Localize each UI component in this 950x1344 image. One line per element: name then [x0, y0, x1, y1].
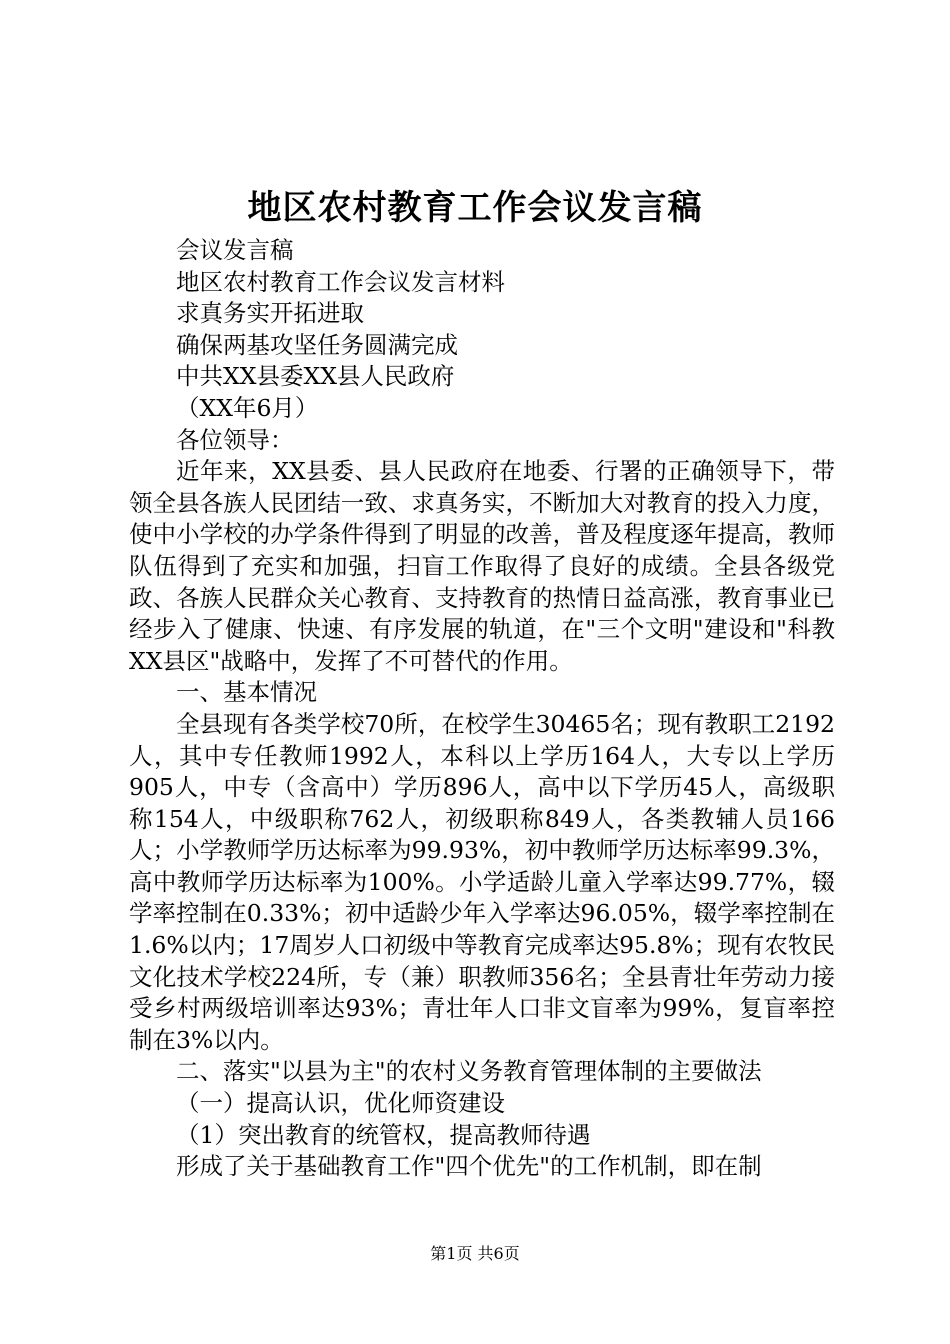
subsection-heading: （一）提高认识，优化师资建设 [176, 1089, 505, 1118]
section-heading: 一、基本情况 [176, 678, 317, 707]
paragraph: （XX年6月） [176, 393, 319, 422]
paragraph: 求真务实开拓进取 [176, 299, 364, 328]
paragraph: 全县现有各类学校70所，在校学生30465名；现有教职工2192人，其中专任教师1992人，本科以上学历164人，大专以上学历905人，中专（含高中）学历896人，高中以下学历45人，高级职称154人，中级职称762人，初级职称849人，各类教辅人员166人；小学教师学历达标率为99.93%，初中教师学历达标率99.3%，高中教师学历达标率为100%。小学适龄儿童入学率达99.77%，辍学率控制在0.33%；初中适龄少年入学率达96.05%，辍学率控制在1.6%以内；17周岁人口初级中等教育完成率达95.8%；现有农牧民文化技术学校224所，专（兼）职教师356名；全县青壮年劳动力接受乡村两级培训率达93%；青壮年人口非文盲率为99%，复盲率控制在3%以内。 [129, 709, 835, 1054]
document-title: 地区农村教育工作会议发言稿 [247, 188, 703, 228]
document-body [129, 235, 835, 1183]
paragraph: 会议发言稿 [176, 236, 294, 264]
paragraph: 确保两基攻坚任务圆满完成 [176, 330, 458, 359]
paragraph: 各位领导： [176, 425, 294, 454]
paragraph: 地区农村教育工作会议发言材料 [176, 267, 505, 296]
paragraph: 形成了关于基础教育工作"四个优先"的工作机制，即在制 [176, 1152, 762, 1181]
paragraph: 近年来，XX县委、县人民政府在地委、行署的正确领导下，带领全县各族人民团结一致、求真务实，不断加大对教育的投入力度，使中小学校的办学条件得到了明显的改善，普及程度逐年提高，教师队伍得到了充实和加强，扫盲工作取得了良好的成绩。全县各级党政、各族人民群众关心教育、支持教育的热情日益高涨，教育事业已经步入了健康、快速、有序发展的轨道，在"三个文明"建设和"科教XX县区"战略中，发挥了不可替代的作用。 [129, 457, 835, 675]
section-heading: 二、落实"以县为主"的农村义务教育管理体制的主要做法 [176, 1057, 762, 1086]
paragraph: 中共XX县委XX县人民政府 [176, 362, 455, 391]
subsection-heading: （1）突出教育的统管权，提高教师待遇 [176, 1120, 591, 1149]
page-footer: 第1页 共6页 [430, 1244, 520, 1263]
